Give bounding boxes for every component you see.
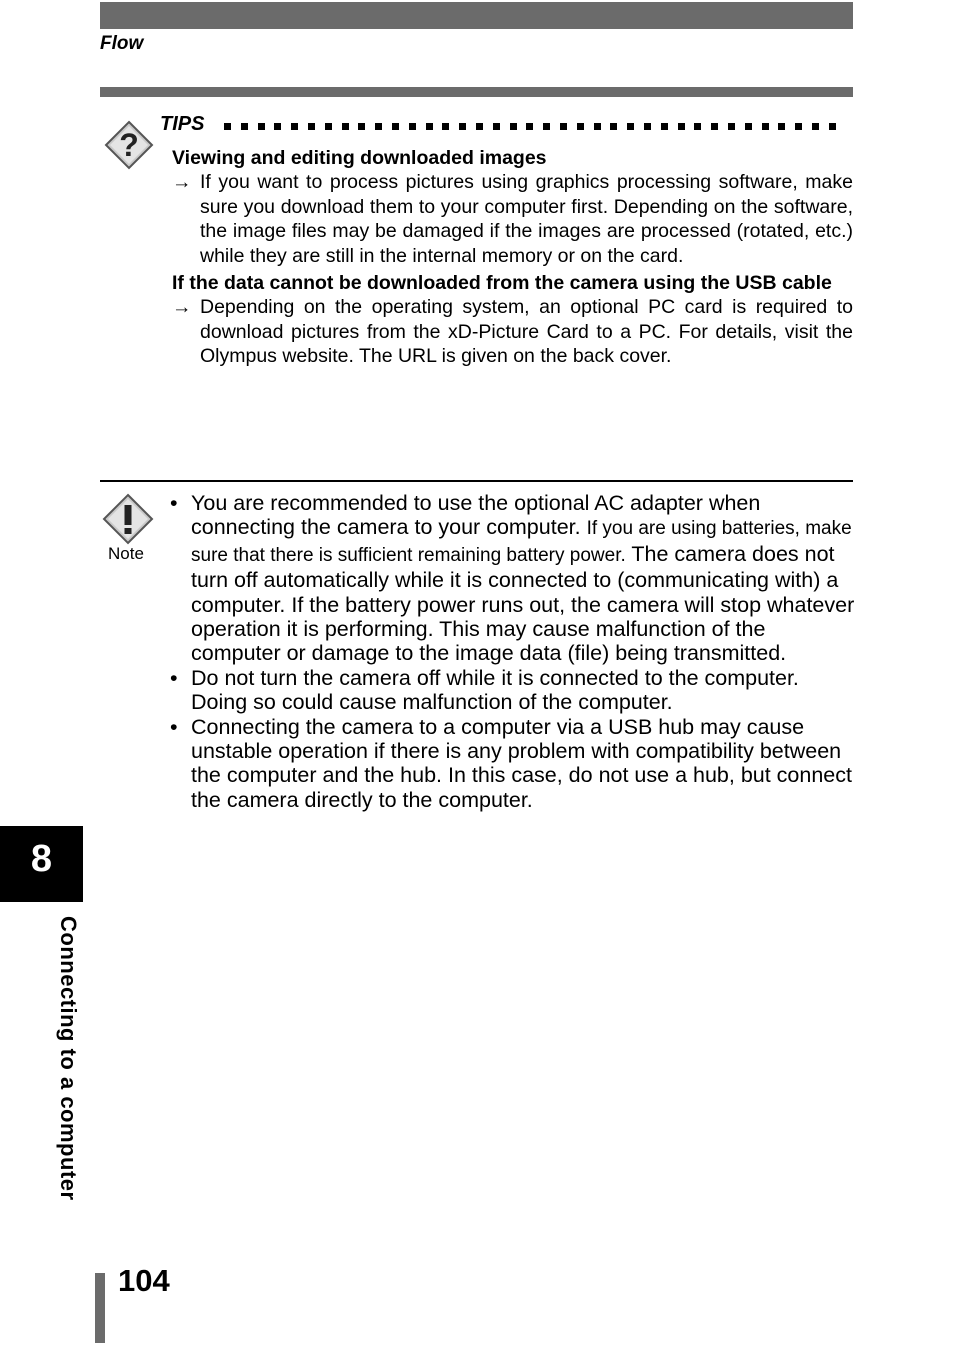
tips-label: TIPS — [160, 113, 205, 135]
section-title: Flow — [100, 33, 144, 54]
arrow-icon: → — [172, 296, 192, 319]
page-number: 104 — [118, 1263, 170, 1298]
note-label: Note — [108, 544, 144, 563]
tips-item-text: If you want to process pictures using graphics processing software, make sure you download them to your computer first. Depending on the software, the image files may be damaged if the images are processed (rotated, etc.) while they are still in the internal memory or on the card. — [200, 171, 853, 267]
bullet: • — [170, 665, 178, 690]
chapter-number: 8 — [30, 838, 53, 880]
list-item — [170, 666, 860, 715]
list-item — [170, 715, 860, 813]
exclamation-icon — [102, 493, 154, 545]
note-text: You are recommended to use the optional AC adapter when connecting the camera to your computer. — [191, 491, 761, 540]
bullet: • — [170, 714, 178, 739]
tips-item — [172, 170, 853, 268]
note-rule — [100, 480, 853, 482]
note-text: If you are using batteries, make sure that there is sufficient remaining battery power. — [191, 518, 852, 566]
tips-item — [172, 295, 853, 368]
note-text: Connecting the camera to a computer via a USB hub may cause unstable operation if there is any problem with compatibility between the computer and the hub. In this case, do not use a hub, but connect the camera directly to the computer. — [191, 714, 852, 812]
note-text: The camera does not turn off automatically while it is connected to (communicating with) a computer. If the battery power runs out, the camera will stop whatever operation it is performing. This may cause malfunction of the computer or damage to the image data (file) being transmitted. — [191, 541, 855, 666]
tips-heading: Viewing and editing downloaded images — [172, 147, 547, 169]
chapter-title: Connecting to a computer — [56, 916, 81, 1201]
bullet: • — [170, 491, 178, 515]
header-bar — [100, 2, 853, 29]
svg-text:?: ? — [119, 127, 139, 163]
tips-item-text: Depending on the operating system, an optional PC card is required to download pictures from the xD-Picture Card to a PC. For details, visit the Olympus website. The URL is given on the back cover. — [200, 296, 853, 368]
tips-body — [172, 146, 853, 369]
note-text: Do not turn the camera off while it is connected to the computer. Doing so could cause malfunction of the computer. — [191, 665, 799, 715]
list-item — [170, 491, 860, 666]
tips-heading: If the data cannot be downloaded from the camera using the USB cable — [172, 272, 832, 295]
page-number-bar — [95, 1273, 105, 1343]
tips-dotted-rule — [224, 123, 836, 130]
question-icon — [104, 120, 154, 170]
note-body — [170, 491, 860, 812]
header-rule — [100, 87, 853, 97]
arrow-icon: → — [172, 171, 192, 194]
